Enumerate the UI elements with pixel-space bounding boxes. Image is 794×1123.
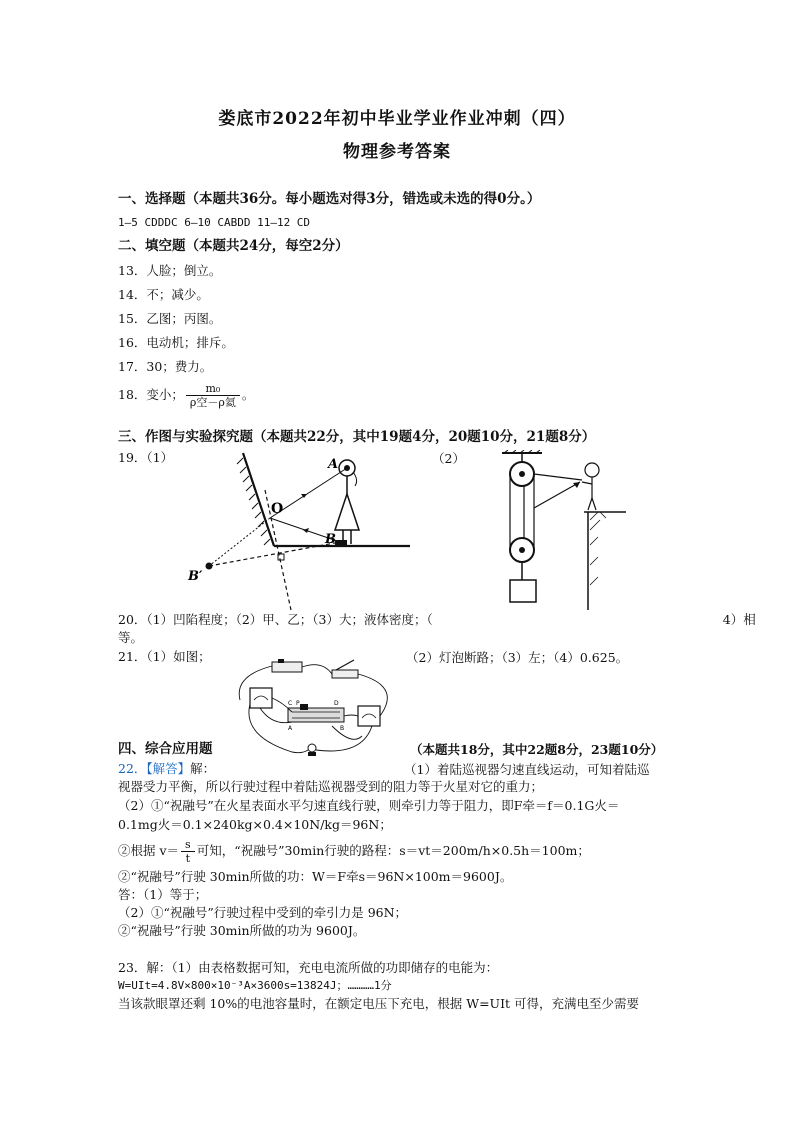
answer-q18-suffix: 。 (241, 387, 255, 402)
answer-q20-tail: 4）相 (722, 612, 756, 627)
fraction-numerator: m₀ (186, 382, 240, 396)
section1-answers: 1—5 CDDDC 6—10 CABDD 11—12 CD (118, 216, 311, 229)
q22-line5-start: ②根据 v＝ (118, 843, 180, 858)
answer-q15: 15．乙图；丙图。 (118, 311, 222, 326)
section3-heading: 三、作图与实验探究题（本题共22分，其中19题4分，20题10分，21题8分） (118, 429, 596, 445)
q22-line9: ②“祝融号”行驶 30min所做的功为 9600J。 (118, 923, 366, 938)
q22-line8: （2）①“祝融号”行驶过程中受到的牵引力是 96N； (118, 905, 408, 920)
answer-q14: 14．不；减少。 (118, 287, 209, 302)
label-A: A (328, 457, 339, 472)
circuit-label-p: P (296, 700, 300, 707)
q23-line3: 当该款眼罩还剩 10%的电池容量时，在额定电压下充电，根据 W=UIt 可得，充满电至少需要 (118, 996, 640, 1011)
section1-heading: 一、选择题（本题共36分。每小题选对得3分，错选或未选的得0分。） (118, 191, 541, 207)
q22-line3: （2）①“祝融号”在火星表面水平匀速直线行驶，则牵引力等于阻力，即F牵＝f＝0.1G火＝ (118, 798, 620, 813)
q22-line5 (118, 838, 678, 865)
label-O: O (271, 501, 284, 517)
q22-line4: 0.1mg火＝0.1×240kg×0.4×10N/kg＝96N； (118, 817, 392, 832)
q22-line2: 视器受力平衡，所以行驶过程中着陆巡视器受到的阻力等于火星对它的重力； (118, 779, 544, 794)
circuit-label-a: A (288, 725, 293, 732)
q23-line2: W=UIt=4.8V×800×10⁻³A×3600s=13824J；…………1分 (118, 979, 392, 992)
answer-q20-line1 (118, 611, 756, 629)
fraction-denominator: ρ空－ρ氦 (189, 396, 236, 409)
page-title: 娄底市2022年初中毕业学业作业冲刺（四） (218, 109, 576, 129)
q22-line7: 答：（1）等于； (118, 887, 208, 902)
q22-line1-right: （1）着陆巡视器匀速直线运动，可知着陆巡 (404, 762, 650, 777)
answer-q21-rest: （2）灯泡断路；（3）左；（4）0.625。 (406, 650, 629, 665)
answer-q17: 17．30；费力。 (118, 359, 213, 374)
answer-q18-prefix: 18．变小； (118, 387, 184, 402)
answer-q21-part1: 21．（1）如图； (118, 649, 211, 664)
circuit-label-b: B (340, 725, 345, 732)
section4-heading-points: （本题共18分，其中22题8分，23题10分） (410, 742, 664, 757)
answer-q20-main: 20．（1）凹陷程度；（2）甲、乙；（3）大；液体密度；（ (118, 612, 433, 627)
answer-q13: 13．人脸；倒立。 (118, 263, 222, 278)
pulley-diagram (480, 450, 640, 612)
page-subtitle: 物理参考答案 (343, 142, 451, 162)
circuit-label-c: C (288, 700, 293, 707)
section4-heading: 四、综合应用题 (118, 741, 213, 757)
label-B: B (325, 532, 336, 547)
q22-answer-tag-suffix: 解： (190, 761, 216, 776)
q22-answer-tag: 22．【解答】 (118, 761, 191, 776)
answer-q16: 16．电动机；排斥。 (118, 335, 234, 350)
velocity-fraction (181, 838, 195, 865)
velocity-numerator: s (181, 838, 195, 852)
answer-q20-line2: 等。 (118, 630, 144, 645)
circuit-label-d: D (334, 700, 339, 707)
answer-q19-part1: 19．（1） (118, 450, 174, 465)
section2-heading: 二、填空题（本题共24分，每空2分） (118, 238, 349, 254)
q22-line5-end: 可知，“祝融号”30min行驶的路程：s＝vt＝200m/h×0.5h＝100m； (196, 843, 590, 858)
answer-q18 (118, 382, 678, 409)
velocity-denominator: t (185, 852, 191, 865)
reflection-diagram (185, 450, 420, 615)
q22-line6: ②“祝融号”行驶 30min所做的功：W＝F牵s＝96N×100m＝9600J。 (118, 869, 513, 884)
answer-q19-part2: （2） (432, 451, 465, 466)
label-B-prime: B′ (188, 569, 203, 584)
q23-line1: 23．解：（1）由表格数据可知，充电电流所做的功即储存的电能为： (118, 960, 499, 975)
formula-fraction (186, 382, 240, 409)
